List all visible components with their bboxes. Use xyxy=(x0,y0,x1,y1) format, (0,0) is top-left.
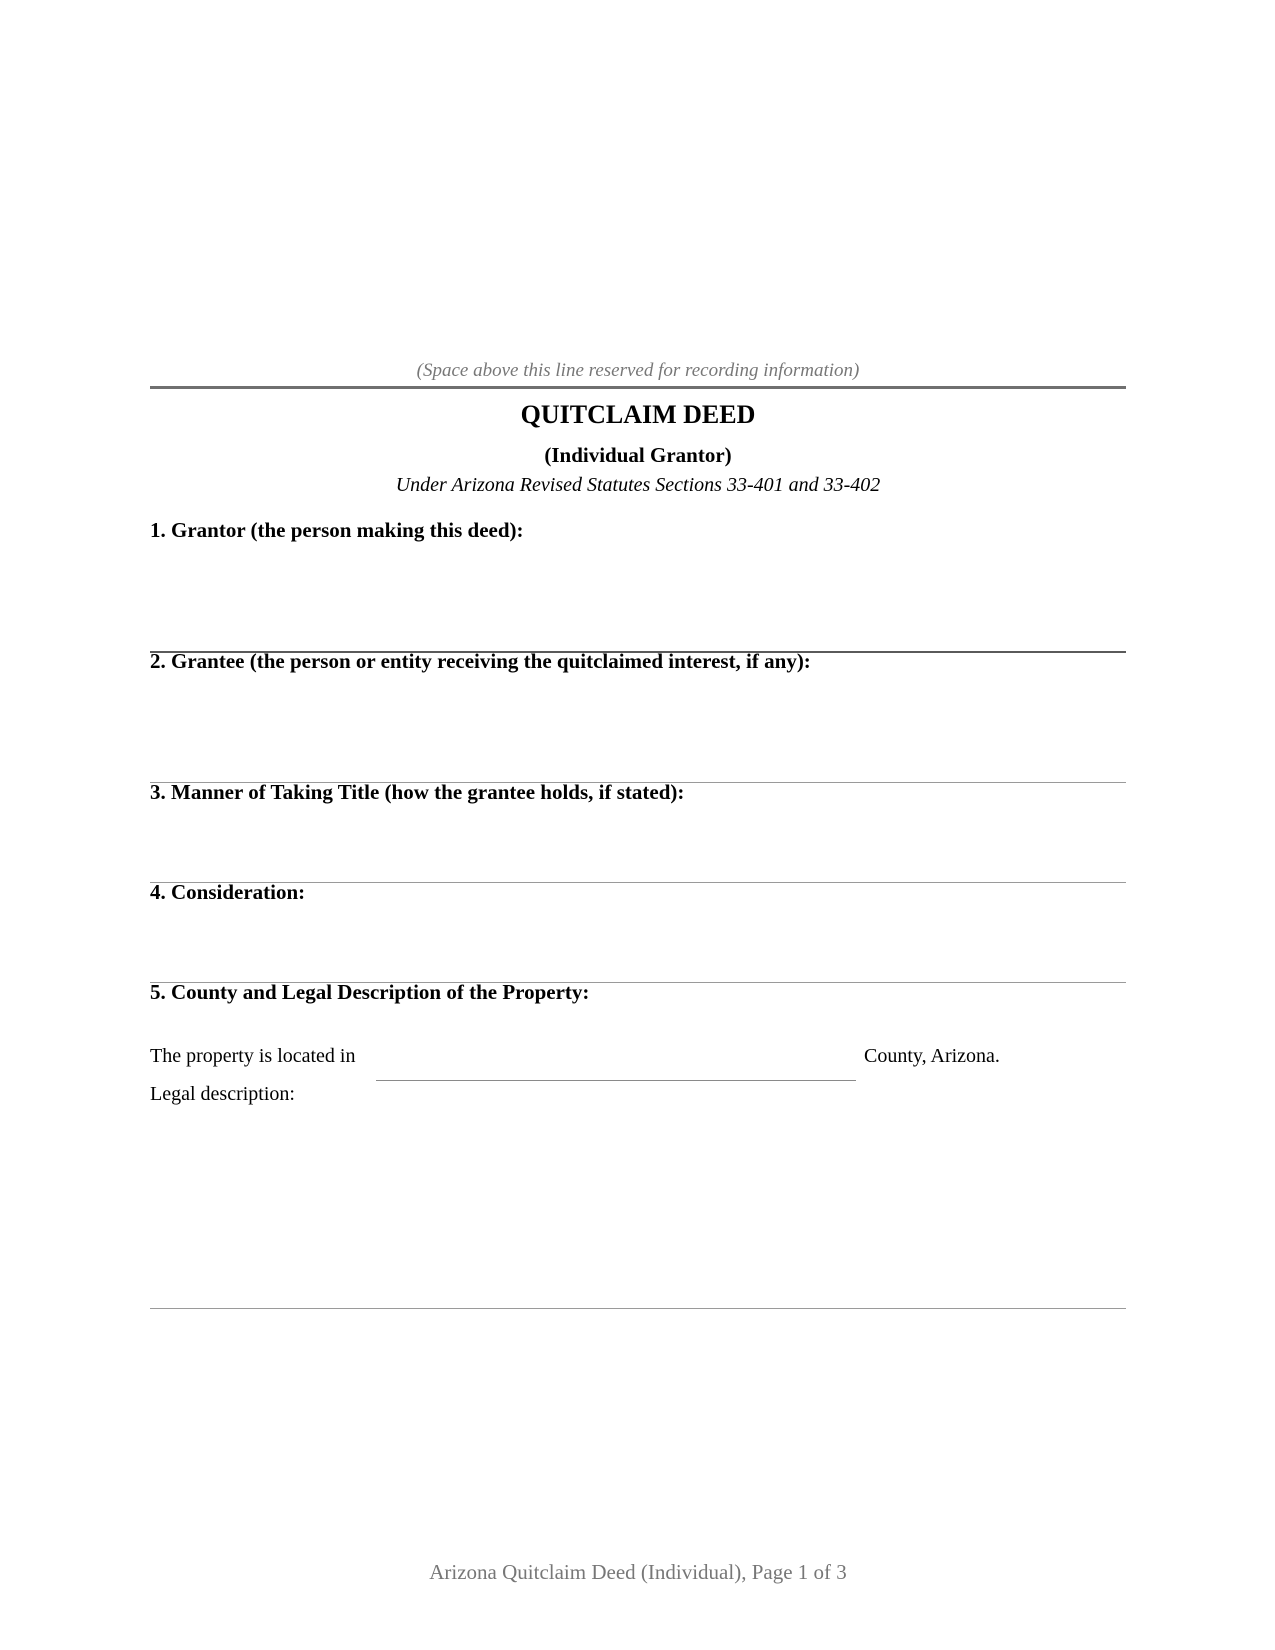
document-title: QUITCLAIM DEED xyxy=(520,400,756,429)
document-subtitle: (Individual Grantor) xyxy=(544,443,732,467)
recording-space-note: (Space above this line reserved for recording information) xyxy=(416,360,860,381)
county-arizona-label: County, Arizona. xyxy=(864,1045,1000,1067)
manner-of-title-heading: 3. Manner of Taking Title (how the grantee holds, if stated): xyxy=(150,780,685,804)
manner-of-title-field[interactable] xyxy=(150,810,1126,880)
grantee-heading: 2. Grantee (the person or entity receiving the quitclaimed interest, if any): xyxy=(150,649,811,673)
grantor-field[interactable] xyxy=(150,550,1126,650)
recording-divider xyxy=(150,386,1126,389)
property-located-label: The property is located in xyxy=(150,1045,356,1067)
legal-description-fill-line xyxy=(150,1308,1126,1309)
consideration-heading: 4. Consideration: xyxy=(150,880,306,904)
page-footer: Arizona Quitclaim Deed (Individual), Page 1 of 3 xyxy=(429,1560,847,1584)
county-input[interactable] xyxy=(376,1050,856,1081)
statute-reference: Under Arizona Revised Statutes Sections 33-401 and 33-402 xyxy=(395,474,881,496)
county-legal-heading: 5. County and Legal Description of the Property: xyxy=(150,980,590,1004)
grantor-heading: 1. Grantor (the person making this deed): xyxy=(150,518,524,542)
grantee-field[interactable] xyxy=(150,680,1126,780)
legal-description-label: Legal description: xyxy=(150,1083,295,1105)
legal-description-field[interactable] xyxy=(150,1115,1126,1305)
consideration-field[interactable] xyxy=(150,910,1126,980)
